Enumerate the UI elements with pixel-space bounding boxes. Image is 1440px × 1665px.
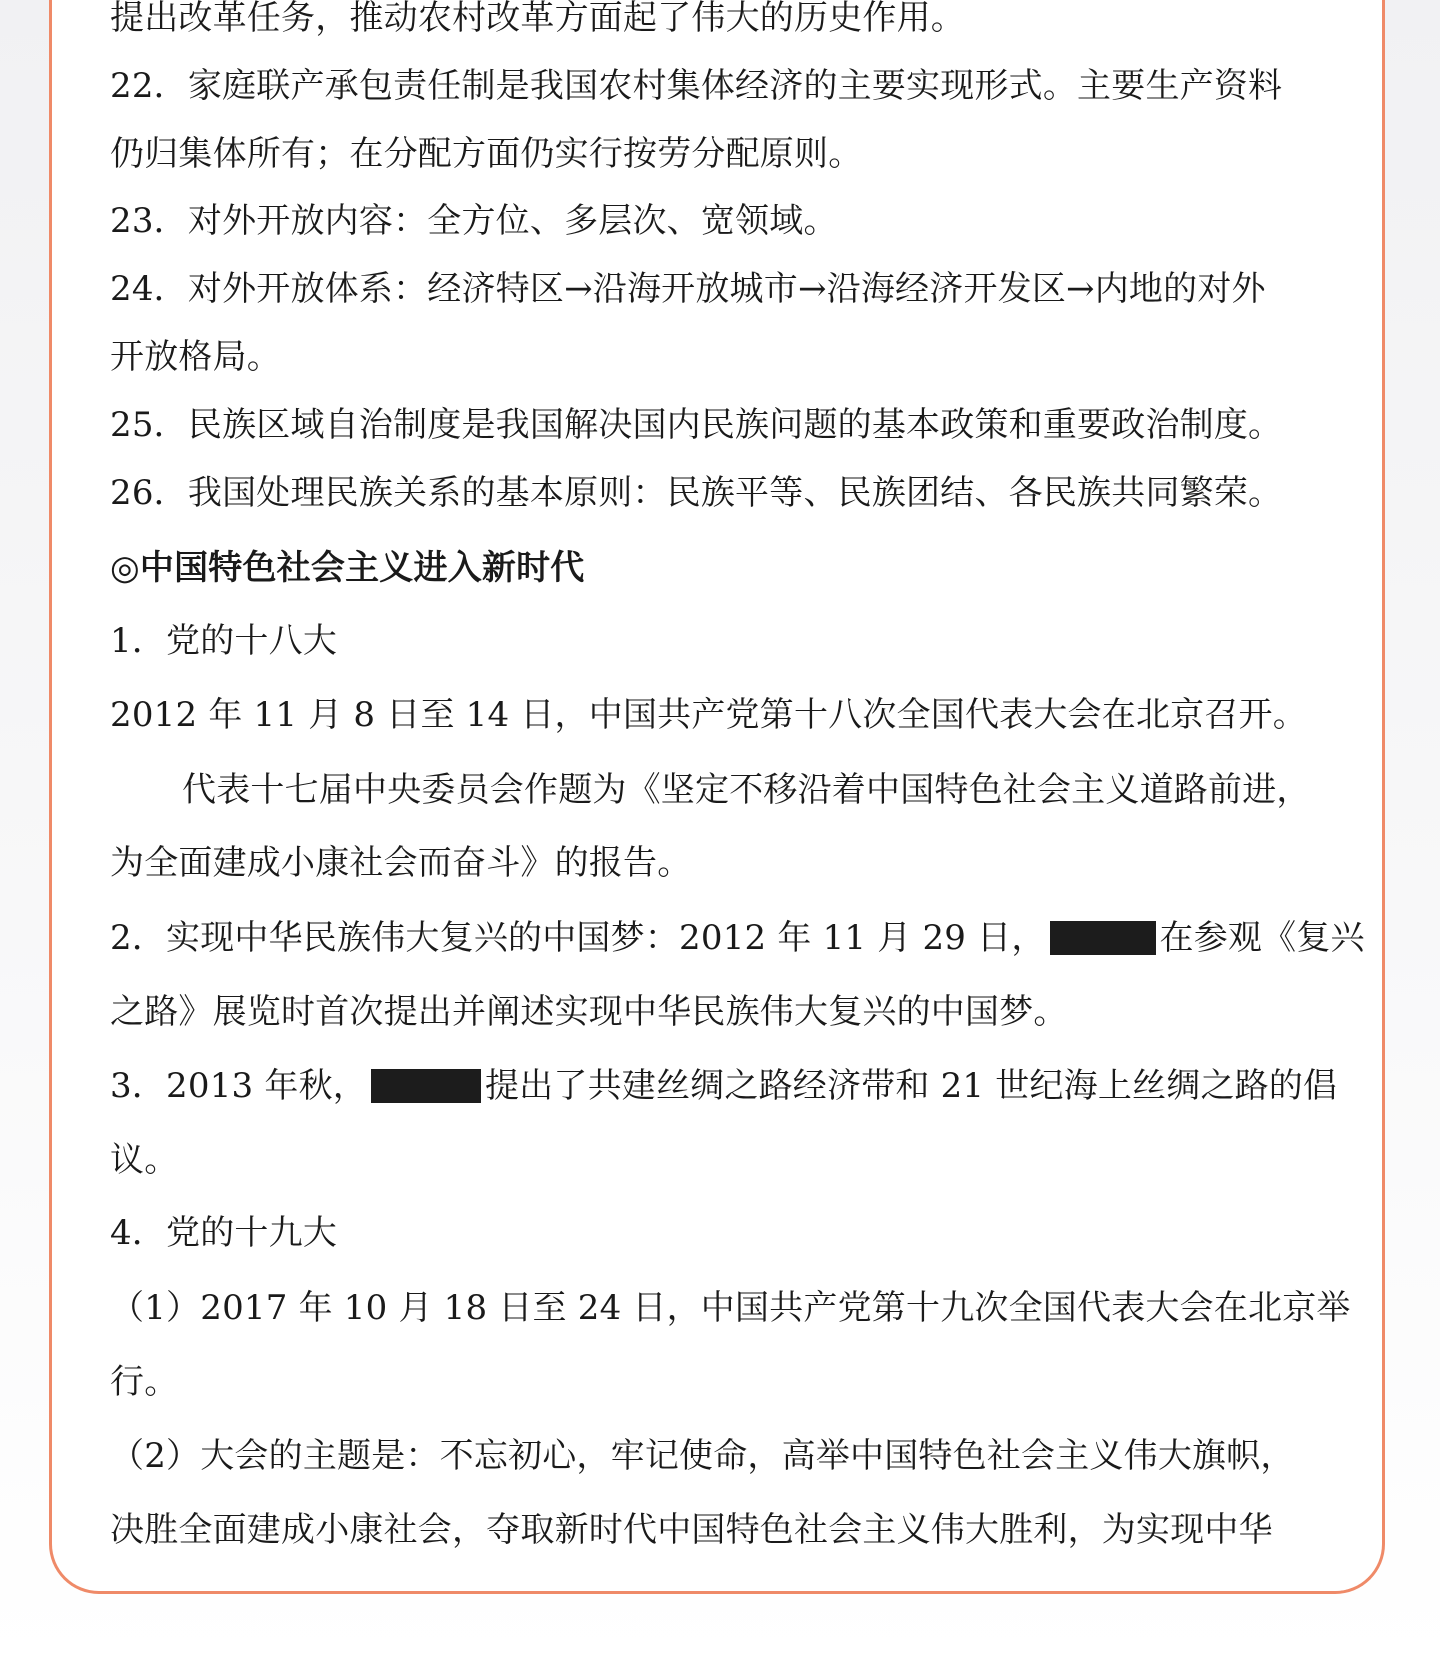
redaction-bar	[1050, 921, 1156, 955]
redaction-bar	[371, 1069, 481, 1103]
list-item-26: 26．我国处理民族关系的基本原则：民族平等、民族团结、各民族共同繁荣。	[110, 473, 1283, 513]
text-line: 决胜全面建成小康社会，夺取新时代中国特色社会主义伟大胜利，为实现中华	[110, 1510, 1273, 1550]
text-line: 之路》展览时首次提出并阐述实现中华民族伟大复兴的中国梦。	[110, 992, 1068, 1032]
text-line: 为全面建成小康社会而奋斗》的报告。	[110, 843, 692, 883]
document-card	[49, 0, 1385, 1594]
text-segment: 3．2013 年秋，	[110, 1066, 367, 1106]
list-item-24-continued: 开放格局。	[110, 337, 281, 377]
text-line: 代表十七届中央委员会作题为《坚定不移沿着中国特色社会主义道路前进，	[182, 770, 1311, 810]
text-line: （1）2017 年 10 月 18 日至 24 日，中国共产党第十九次全国代表大会在北京举	[110, 1288, 1351, 1328]
text-line: 行。	[110, 1362, 179, 1402]
list-item-25: 25．民族区域自治制度是我国解决国内民族问题的基本政策和重要政治制度。	[110, 405, 1283, 445]
text-line: 议。	[110, 1140, 179, 1180]
subsection-19th-congress: 4．党的十九大	[110, 1213, 338, 1253]
text-line: 提出改革任务，推动农村改革方面起了伟大的历史作用。	[110, 0, 965, 38]
text-segment: 提出了共建丝绸之路经济带和 21 世纪海上丝绸之路的倡	[484, 1066, 1338, 1106]
list-item-23: 23．对外开放内容：全方位、多层次、宽领域。	[110, 201, 838, 241]
list-item-22: 22．家庭联产承包责任制是我国农村集体经济的主要实现形式。主要生产资料	[110, 66, 1283, 106]
document-body	[110, 0, 1385, 1594]
cut-off-fade	[110, 1582, 1385, 1594]
text-segment: 在参观《复兴	[1159, 918, 1365, 958]
list-item-22-continued: 仍归集体所有；在分配方面仍实行按劳分配原则。	[110, 134, 863, 174]
section-heading: ◎中国特色社会主义进入新时代	[110, 548, 585, 588]
list-item-24: 24．对外开放体系：经济特区→沿海开放城市→沿海经济开发区→内地的对外	[110, 269, 1266, 309]
text-line: （2）大会的主题是：不忘初心，牢记使命，高举中国特色社会主义伟大旗帜，	[110, 1436, 1295, 1476]
subsection-18th-congress: 1．党的十八大	[110, 621, 338, 661]
list-item-2	[110, 910, 1365, 966]
text-segment: 2．实现中华民族伟大复兴的中国梦：2012 年 11 月 29 日，	[110, 918, 1046, 958]
list-item-3	[110, 1058, 1337, 1114]
text-line: 2012 年 11 月 8 日至 14 日，中国共产党第十八次全国代表大会在北京召开。	[110, 695, 1307, 735]
